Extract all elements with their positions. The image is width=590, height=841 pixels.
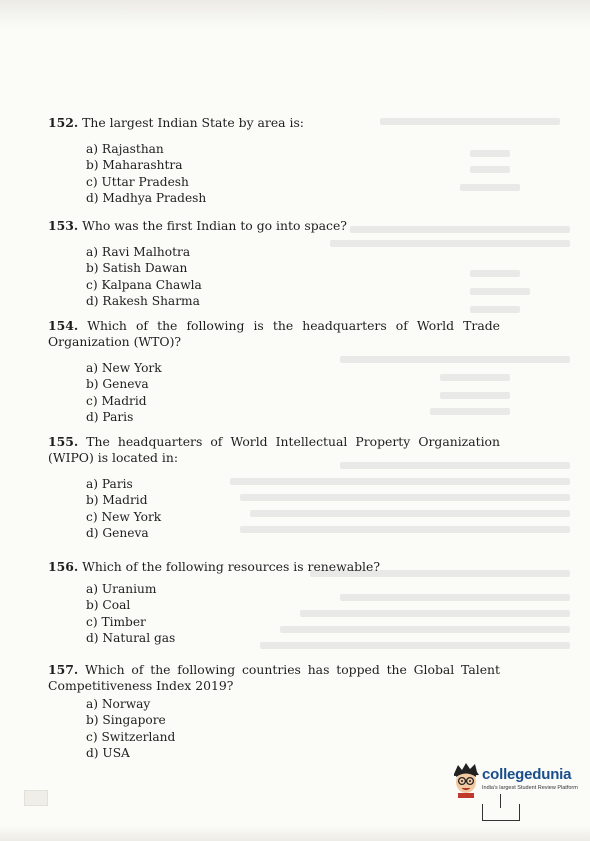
question-stem <box>48 218 500 234</box>
option-a: a) Paris <box>86 477 133 491</box>
collegedunia-logo <box>452 760 582 826</box>
option-d: d) Geneva <box>86 525 149 540</box>
question-text: Which of the following countries has topped the Global Talent Competitiveness Index 2019? <box>48 662 500 693</box>
question-157 <box>48 662 500 761</box>
brand-name: collegedunia <box>482 766 572 783</box>
option-c: c) Timber <box>86 614 146 629</box>
question-stem <box>48 559 500 575</box>
option-list <box>48 244 500 309</box>
question-156 <box>48 559 500 646</box>
question-number: 157. <box>48 662 79 677</box>
option-list <box>48 581 500 646</box>
question-153 <box>48 218 500 309</box>
option-d: d) Natural gas <box>86 630 176 645</box>
option-a: a) Uranium <box>86 582 157 596</box>
option-c: c) Kalpana Chawla <box>86 277 202 292</box>
option-list <box>48 476 500 541</box>
option-b: b) Satish Dawan <box>86 261 188 276</box>
question-number: 152. <box>48 115 79 130</box>
student-mascot-icon <box>452 762 480 798</box>
option-a: a) New York <box>86 361 162 375</box>
question-number: 154. <box>48 318 79 333</box>
option-b: b) Maharashtra <box>86 158 183 173</box>
option-c: c) New York <box>86 509 162 524</box>
question-stem <box>48 318 500 350</box>
question-number: 153. <box>48 218 79 233</box>
question-stem <box>48 434 500 466</box>
option-d: d) USA <box>86 745 130 760</box>
option-d: d) Madhya Pradesh <box>86 190 207 205</box>
option-c: c) Madrid <box>86 393 147 408</box>
option-a: a) Norway <box>86 697 151 711</box>
question-text: Which of the following resources is renewable? <box>82 559 380 574</box>
question-number: 155. <box>48 434 79 449</box>
question-stem <box>48 115 500 131</box>
question-text: The headquarters of World Intellectual Property Organization (WIPO) is located in: <box>48 434 500 465</box>
option-a: a) Ravi Malhotra <box>86 245 191 259</box>
brand-tagline: India's largest Student Review Platform <box>482 785 578 791</box>
scan-shadow-top <box>0 0 590 30</box>
question-154 <box>48 318 500 425</box>
question-152 <box>48 115 500 206</box>
question-number: 156. <box>48 559 79 574</box>
logo-bracket-decoration <box>482 804 520 821</box>
page-number-box <box>24 790 48 806</box>
option-d: d) Rakesh Sharma <box>86 293 200 308</box>
option-d: d) Paris <box>86 409 134 424</box>
option-c: c) Uttar Pradesh <box>86 174 189 189</box>
option-list <box>48 141 500 206</box>
option-b: b) Coal <box>86 598 131 613</box>
option-a: a) Rajasthan <box>86 142 164 156</box>
scan-shadow-bottom <box>0 826 590 841</box>
option-list <box>48 696 500 761</box>
option-list <box>48 360 500 425</box>
question-stem <box>48 662 500 694</box>
question-text: Who was the first Indian to go into space? <box>82 218 347 233</box>
option-b: b) Geneva <box>86 377 149 392</box>
option-c: c) Switzerland <box>86 729 176 744</box>
option-b: b) Singapore <box>86 713 166 728</box>
question-text: Which of the following is the headquarters of World Trade Organization (WTO)? <box>48 318 500 349</box>
question-155 <box>48 434 500 541</box>
question-text: The largest Indian State by area is: <box>82 115 304 130</box>
option-b: b) Madrid <box>86 493 148 508</box>
